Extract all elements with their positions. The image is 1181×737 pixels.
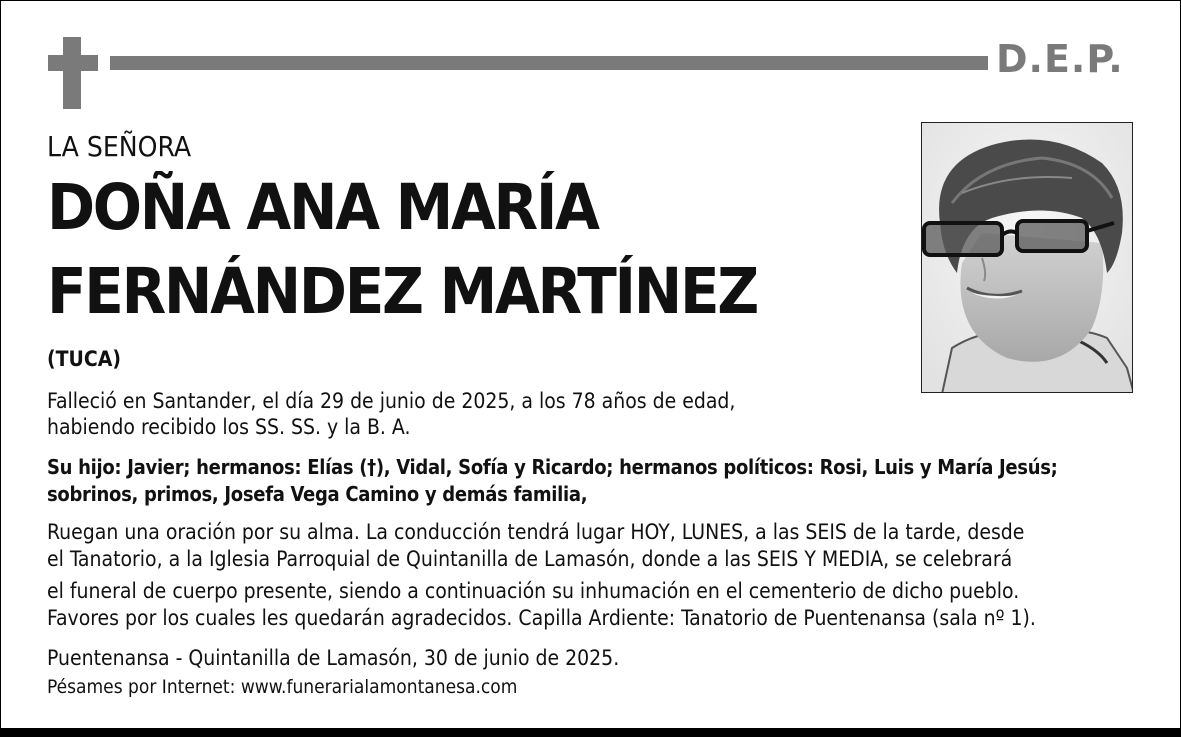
header-rule [110,56,988,70]
cross-icon [63,37,81,109]
deceased-name-line-1: DOÑA ANA MARÍA [47,171,598,244]
request-line-3: el funeral de cuerpo presente, siendo a continuación su inhumación en el cementerio de dicho pueblo. [47,579,1020,603]
family-line-2: sobrinos, primos, Josefa Vega Camino y demás familia, [47,482,588,506]
dep-label: D.E.P. [996,37,1124,81]
portrait-illustration [922,123,1133,393]
request-line-1: Ruegan una oración por su alma. La conducción tendrá lugar HOY, LUNES, a las SEIS de la tarde, desde [47,520,1025,544]
request-line-2: el Tanatorio, a la Iglesia Parroquial de Quintanilla de Lamasón, donde a las SEIS Y MEDIA, se celebrará [47,547,1013,571]
honorific: LA SEÑORA [47,130,192,163]
cross-icon-bar [48,55,98,71]
family-line-1: Su hijo: Javier; hermanos: Elías (†), Vidal, Sofía y Ricardo; hermanos políticos: Rosi, Luis y María Jesús; [47,455,1058,479]
request-line-4: Favores por los cuales les quedarán agradecidos. Capilla Ardiente: Tanatorio de Puentenansa (sala nº 1). [47,606,1036,630]
web-condolences: Pésames por Internet: www.funerarialamontanesa.com [47,676,518,698]
nickname: (TUCA) [47,347,121,371]
portrait-photo [921,122,1133,393]
death-line-2: habiendo recibido los SS. SS. y la B. A. [47,415,411,439]
deceased-name-line-2: FERNÁNDEZ MARTÍNEZ [47,255,757,328]
place-date: Puentenansa - Quintanilla de Lamasón, 30 de junio de 2025. [47,646,620,670]
death-line-1: Falleció en Santander, el día 29 de junio de 2025, a los 78 años de edad, [47,389,736,413]
